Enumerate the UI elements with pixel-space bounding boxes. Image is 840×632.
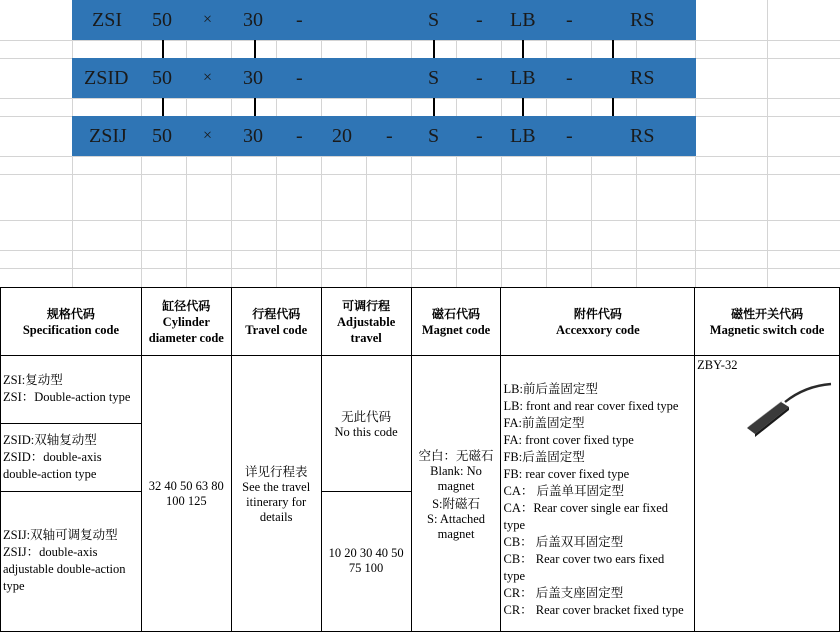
header-travel	[231, 288, 321, 356]
code-part: LB	[510, 9, 536, 31]
code-part: S	[428, 67, 440, 89]
header-en: travel	[350, 330, 382, 345]
spec-zsid	[1, 423, 142, 491]
code-part: -	[566, 125, 573, 147]
code-part: ×	[203, 69, 213, 86]
spec-text: adjustable double-action	[3, 562, 126, 577]
code-part: -	[296, 67, 303, 89]
code-part: -	[296, 125, 303, 147]
magnet-cell	[411, 356, 501, 632]
code-part: LB	[510, 125, 536, 147]
magnet-text: magnet	[437, 526, 475, 541]
magnetic-switch-sensor-icon	[745, 380, 835, 450]
code-part: -	[566, 9, 573, 31]
travel-cell	[231, 356, 321, 632]
magnet-text: 空白：无磁石	[418, 448, 494, 463]
acc-text: CB： 后盖双耳固定型	[503, 534, 624, 549]
adjust-text: 无此代码	[341, 409, 392, 424]
header-cn: 缸径代码	[162, 298, 211, 313]
code-part: -	[566, 67, 573, 89]
header-cn: 附件代码	[573, 306, 622, 321]
spec-table	[0, 287, 840, 632]
acc-text: CB： Rear cover two ears fixed	[503, 551, 665, 566]
code-part: 50	[152, 9, 172, 31]
code-part: ×	[203, 11, 213, 28]
header-magnet	[411, 288, 501, 356]
header-cn: 磁石代码	[432, 306, 481, 321]
code-part: 30	[243, 67, 263, 89]
header-en: Accexxory code	[556, 322, 640, 337]
header-accessory	[501, 288, 695, 356]
travel-text: details	[259, 510, 293, 524]
acc-text: FA:前盖固定型	[503, 415, 585, 430]
header-cn: 可调行程	[342, 298, 391, 313]
code-part: S	[428, 125, 440, 147]
spec-text: ZSIJ：double-axis	[3, 545, 98, 560]
acc-text: CR： 后盖支座固定型	[503, 585, 624, 600]
adjust-text: 10 20 30 40 50	[328, 546, 404, 561]
code-part: 30	[243, 9, 263, 31]
travel-text: See the travel	[242, 480, 311, 494]
adjust-text: 75 100	[348, 561, 384, 576]
spec-text: ZSIJ:双轴可调复动型	[3, 528, 118, 543]
travel-text: itinerary for	[246, 495, 307, 509]
code-part: ×	[203, 127, 213, 144]
bore-cell	[141, 356, 231, 632]
code-part: RS	[630, 67, 655, 89]
bore-text: 32 40 50 63 80	[148, 478, 224, 493]
spec-text: ZSID：double-axis	[3, 449, 102, 464]
acc-text: LB:前后盖固定型	[503, 381, 598, 396]
acc-text: type	[503, 517, 526, 532]
acc-text: CA： 后盖单耳固定型	[503, 483, 624, 498]
table-header-row	[1, 288, 840, 356]
code-part: 50	[152, 67, 172, 89]
code-part: ZSIJ	[89, 125, 127, 147]
acc-text: type	[503, 568, 526, 583]
code-part: -	[386, 125, 393, 147]
header-en: Magnetic switch code	[709, 322, 825, 337]
code-part: -	[476, 125, 483, 147]
adjust-values-cell	[321, 491, 411, 631]
switch-cell	[695, 356, 840, 632]
code-part: RS	[630, 125, 655, 147]
table-row	[1, 356, 840, 424]
code-part: RS	[630, 9, 655, 31]
header-cn: 磁性开关代码	[731, 306, 804, 321]
acc-text: CA：Rear cover single ear fixed	[503, 500, 669, 515]
acc-text: FB:后盖固定型	[503, 449, 585, 464]
adjust-none-cell	[321, 356, 411, 492]
header-cn: 行程代码	[252, 306, 301, 321]
acc-text: FB: rear cover fixed type	[503, 466, 630, 481]
header-en: Cylinder	[162, 314, 210, 329]
code-part: -	[296, 9, 303, 31]
spec-text: type	[3, 579, 25, 594]
header-en: Magnet code	[421, 322, 491, 337]
spec-zsi	[1, 356, 142, 424]
header-cn: 规格代码	[46, 306, 95, 321]
acc-text: CR： Rear cover bracket fixed type	[503, 602, 684, 617]
header-en: Specification code	[22, 322, 119, 337]
code-part: ZSID	[84, 67, 129, 89]
spec-text: ZSID:双轴复动型	[3, 432, 97, 447]
spec-text: ZSI:复动型	[3, 373, 63, 388]
header-spec	[1, 288, 142, 356]
header-bore	[141, 288, 231, 356]
magnet-text: S: Attached	[427, 511, 486, 526]
header-switch	[695, 288, 840, 356]
bore-text: 100 125	[165, 493, 207, 508]
magnet-text: magnet	[437, 478, 475, 493]
header-en: Travel code	[245, 322, 308, 337]
acc-text: FA: front cover fixed type	[503, 432, 634, 447]
header-en: Adjustable	[336, 314, 396, 329]
spec-zsij	[1, 491, 142, 631]
spec-text: double-action type	[3, 466, 97, 481]
header-en: diameter code	[148, 330, 224, 345]
accessory-cell	[501, 356, 695, 632]
acc-text: LB: front and rear cover fixed type	[503, 398, 679, 413]
travel-text: 详见行程表	[244, 465, 308, 479]
code-part: 30	[243, 125, 263, 147]
code-part: -	[476, 9, 483, 31]
code-part: ZSI	[92, 9, 122, 31]
adjust-text: No this code	[334, 424, 398, 439]
spec-text: ZSI：Double-action type	[3, 390, 131, 405]
magnet-text: Blank: No	[430, 463, 482, 478]
code-part: 20	[332, 125, 352, 147]
code-part: LB	[510, 67, 536, 89]
code-part: -	[476, 67, 483, 89]
code-part: 50	[152, 125, 172, 147]
code-part: S	[428, 9, 440, 31]
switch-model: ZBY-32	[697, 358, 738, 372]
magnet-text: S:附磁石	[432, 496, 480, 511]
header-adjust	[321, 288, 411, 356]
